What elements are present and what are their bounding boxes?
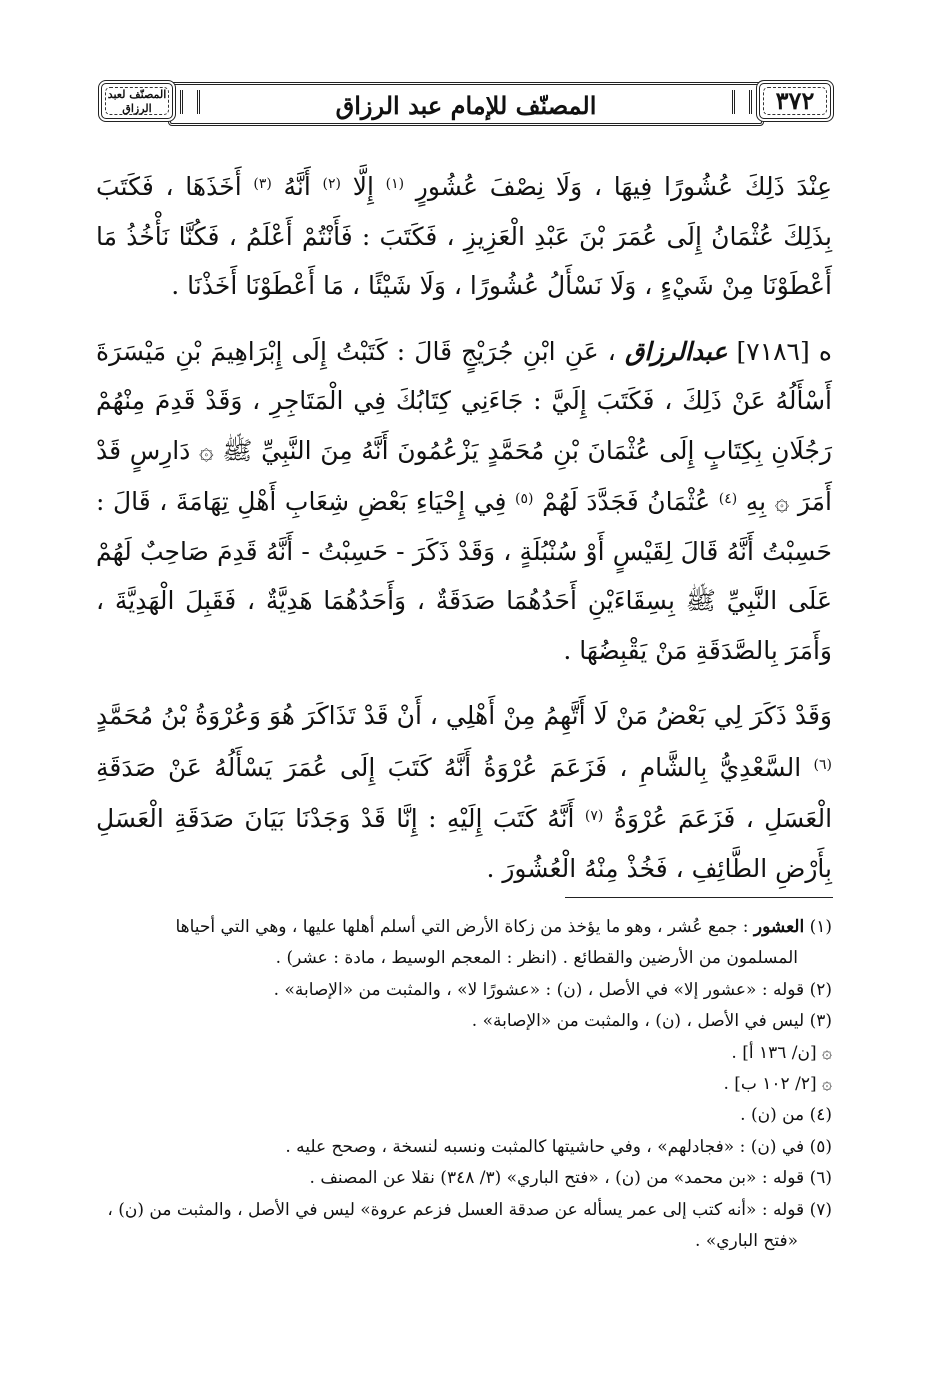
footnote-marker-b: [96, 1069, 832, 1100]
footnote-text: [٢/ ١٠٢ ب] .: [723, 1074, 817, 1095]
footnote-6: [96, 1163, 832, 1194]
text-run: فِي إِحْيَاءِ بَعْضِ شِعَابِ أَهْلِ تِهَامَةَ ، قَالَ : حَسِبْتُ أَنَّهُ قَالَ لِقَيْسٍ أَوْ سُنْبُلَةٍ ، وَقَدْ ذَكَرَ - حَسِبْتُ - أَنَّهُ قَدِمَ صَاحِبٌ لَهُمْ عَلَى النَّبِيِّ ﷺ بِسِقَاءَيْنِ أَحَدُهُمَا صَدَقَةٌ ، وَأَحَدُهُمَا هَدِيَّةٌ ، فَقَبِلَ الْهَدِيَّةَ ، وَأَمَرَ بِالصَّدَقَةِ مَنْ يَقْبِضُهَا .: [96, 487, 832, 665]
footnote-text: : جمع عُشر ، وهو ما يؤخذ من زكاة الأرض التي أسلم أهلها عليها ، وهي التي أحياها: [175, 917, 749, 937]
footnote-text: ليس في الأصل ، (ن) ، والمثبت من «الإصابة» .: [471, 1011, 805, 1032]
paragraph-hadith-7186: [96, 327, 832, 676]
footnote-ref[interactable]: (٣): [253, 176, 272, 192]
manuscript-marker: ۞: [822, 1074, 832, 1095]
footnote-number: (٣): [809, 1011, 832, 1032]
footnote-text: قوله : «أنه كتب إلى عمر يسأله عن صدقة العسل فزعم عروة» ليس في الأصل ، والمثبت من (ن) ،: [107, 1199, 805, 1220]
text-run: أَنَّهُ كَتَبَ إِلَيْهِ : إِنَّا قَدْ وَجَدْنَا بَيَانَ صَدَقَةِ الْعَسَلِ بِأَرْضِ الطَّائِفِ ، فَخُذْ مِنْهُ الْعُشُورَ .: [96, 804, 832, 883]
text-run: السَّعْدِيُّ بِالشَّامِ ، فَزَعَمَ عُرْوَةُ أَنَّهُ كَتَبَ إِلَى عُمَرَ يَسْأَلُهُ عَنْ صَدَقَةِ الْعَسَلِ ، فَزَعَمَ عُرْوَةُ: [96, 752, 833, 833]
main-text: [96, 160, 832, 893]
ornament-left: [180, 90, 200, 114]
footnote-3: [96, 1006, 832, 1037]
footnote-text-cont: «فتح الباري» .: [695, 1231, 798, 1252]
footnote-number: (٥): [809, 1136, 832, 1157]
text-run: وَقَدْ ذَكَرَ لِي بَعْضُ مَنْ لَا أَتَّهِمُ مِنْ أَهْلِي ، أَنْ قَدْ تَذَاكَرَ هُوَ وَعُرْوَةُ بْنُ مُحَمَّدٍ: [96, 701, 832, 730]
page-title: المصنّف للإمام عبد الرزاق: [335, 91, 597, 120]
text-run: أَنَّهُ: [283, 172, 311, 201]
hadith-number: [٧١٨٦]: [736, 336, 810, 366]
footnote-divider: [565, 897, 833, 898]
manuscript-marker: ه: [818, 336, 832, 366]
text-run: ، عَنِ ابْنِ جُرَيْجٍ قَالَ : كَتَبْتُ إِلَى إِبْرَاهِيمَ بْنِ مَيْسَرَةَ أَسْأَلُهُ عَنْ ذَلِكَ ، فَكَتَبَ إِلَيَّ : جَاءَنِي كِتَابُكَ فِي الْمَتَاجِرِ ، وَقَدْ قَدِمَ مِنْهُمْ رَجُلَانِ بِكِتَابٍ إِلَى عُثْمَانَ بْنِ مُحَمَّدٍ يَزْعُمُونَ أَنَّهُ مِنَ النَّبِيِّ ﷺ ۞ دَارِسٍ قَدْ أَمَرَ ۞ بِهِ: [96, 336, 833, 516]
footnote-text-cont: المسلمون من الأرضين والقطائع . (انظر : المعجم الوسيط ، مادة : عشر) .: [275, 948, 798, 969]
footnote-2: [96, 975, 832, 1006]
footnote-number: (٤): [809, 1105, 832, 1126]
text-run: عِنْدَ ذَلِكَ عُشُورًا فِيهَا ، وَلَا نِصْفَ عُشُورٍ: [415, 172, 832, 201]
footnote-term: العشور: [753, 917, 805, 937]
footnote-text: في (ن) : «فجادلهم» ، وفي حاشيتها كالمثبت ونسبه لنسخة ، وصحح عليه .: [285, 1136, 805, 1157]
footnote-text: قوله : «بن محمد» من (ن) ، «فتح الباري» (٣/ ٣٤٨) نقلا عن المصنف .: [309, 1168, 805, 1189]
manuscript-marker: ۞: [822, 1042, 832, 1063]
footnote-1: [96, 912, 832, 975]
footnote-7: [96, 1195, 832, 1258]
header-title-frame: [168, 82, 764, 126]
footnote-ref[interactable]: (٥): [515, 491, 534, 507]
text-run: أَخَذَهَا ، فَكَتَبَ بِذَلِكَ عُثْمَانُ إِلَى عُمَرَ بْنَ عَبْدِ الْعَزِيزِ ، فَكَتَبَ : فَأَنْتُمْ أَعْلَمُ ، فَكُنَّا نَأْخُذُ مَا أَعْطَوْنَا مِنْ شَيْءٍ ، وَلَا نَسْأَلُ عُشُورًا ، وَلَا شَيْئًا ، مَا أَعْطَوْنَا أَخَذْنَا .: [96, 172, 832, 300]
book-logo: المصنّف لعبد الرزاق: [98, 80, 176, 122]
page-header: [98, 80, 834, 124]
footnote-ref[interactable]: (٧): [584, 808, 604, 824]
footnote-ref[interactable]: (٦): [813, 756, 832, 773]
footnote-text: من (ن) .: [740, 1105, 805, 1126]
footnote-5: [96, 1132, 832, 1163]
footnote-number: (٦): [809, 1168, 832, 1189]
footnotes: [96, 912, 832, 1257]
footnote-text: قوله : «عشور إلا» في الأصل ، (ن) : «عشورًا لا» ، والمثبت من «الإصابة» .: [273, 979, 805, 1000]
footnote-4: [96, 1100, 832, 1131]
ornament-right: [732, 90, 752, 114]
footnote-number: (٧): [809, 1199, 832, 1220]
footnote-number: (٢): [809, 979, 832, 1000]
footnote-ref[interactable]: (٤): [718, 491, 738, 507]
footnote-text: [ن/ ١٣٦ أ] .: [731, 1042, 817, 1063]
text-run: عُثْمَانُ فَجَدَّدَ لَهُمْ: [542, 487, 711, 516]
page-number: ٣٧٢: [756, 80, 834, 122]
text-run: إِلَّا: [352, 172, 374, 201]
footnote-number: (١): [809, 917, 832, 937]
paragraph-1: [96, 160, 832, 311]
footnote-ref[interactable]: (١): [385, 176, 405, 192]
footnote-ref[interactable]: (٢): [322, 176, 341, 192]
footnote-marker-a: [96, 1038, 832, 1069]
paragraph-3: [96, 691, 832, 893]
narrator-name: عبدالرزاق: [625, 336, 728, 366]
